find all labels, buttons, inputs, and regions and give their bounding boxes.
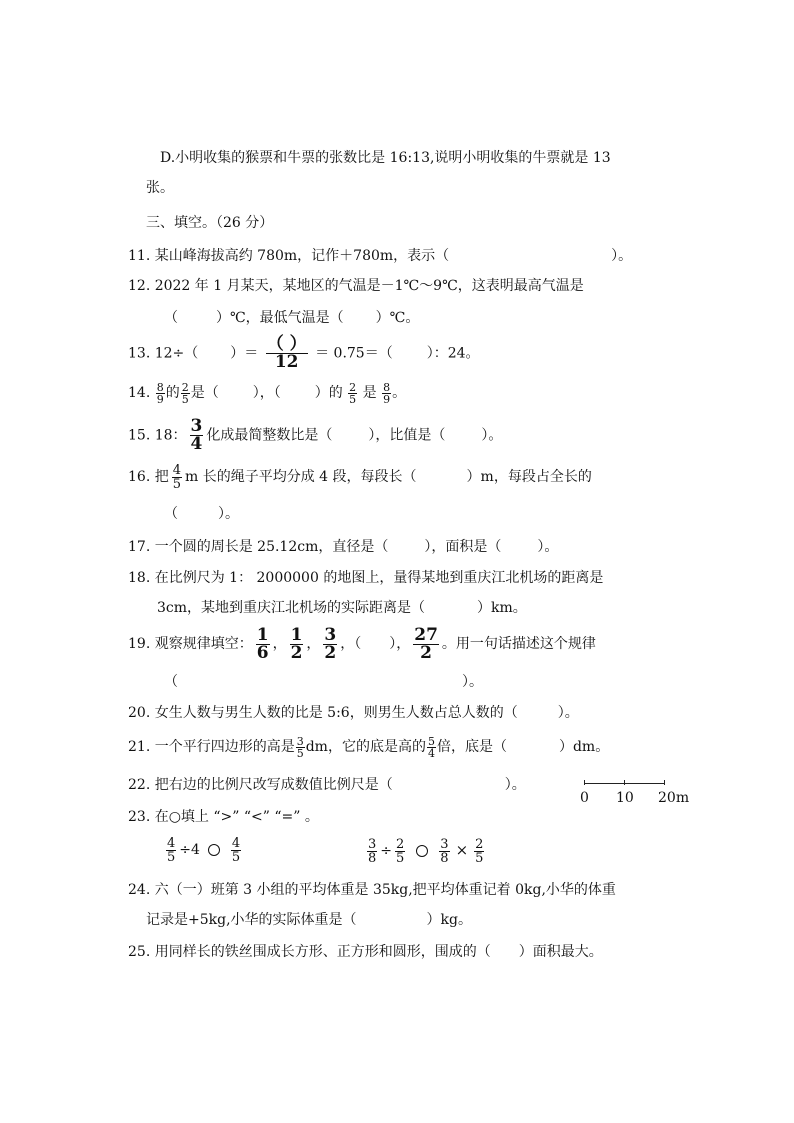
q12-text: ）℃，最低气温是（ bbox=[216, 310, 344, 326]
question-11 bbox=[128, 246, 632, 266]
q14-fraction-4: $\frac{8}{9}$ bbox=[383, 380, 391, 406]
question-18: 18. 在比例尺为 1： 2000000 的地图上，量得某地到重庆江北机场的距离是 bbox=[128, 570, 604, 586]
q17-text-a: 17. 一个圆的周长是 25.12cm，直径是（ bbox=[128, 539, 389, 555]
q23b-fraction-4: $\frac{2}{5}$ bbox=[475, 836, 484, 866]
q13-text-c: ＝ 0.75＝（ bbox=[315, 345, 393, 362]
q13-text-d: ）：24。 bbox=[426, 345, 480, 362]
scale-label-10: 10 bbox=[616, 790, 634, 806]
q14-text-b: 是（ bbox=[190, 385, 219, 401]
question-12: 12. 2022 年 1 月某天，某地区的气温是－1℃～9℃，这表明最高气温是 bbox=[128, 278, 584, 294]
question-19-blank bbox=[164, 672, 483, 692]
q23b-divide: ÷ bbox=[380, 843, 393, 859]
q17-end: ）。 bbox=[537, 539, 559, 555]
q16-text-c: ）m，每段占全长的 bbox=[466, 469, 592, 485]
q23b-fraction-1: $\frac{3}{8}$ bbox=[368, 836, 377, 866]
q23a-fraction-2: $\frac{4}{5}$ bbox=[231, 835, 241, 865]
question-19 bbox=[128, 624, 596, 664]
q21-fraction-1: $\frac{3}{5}$ bbox=[296, 734, 304, 760]
q23b-fraction-3: $\frac{3}{8}$ bbox=[440, 836, 449, 866]
q14-fraction-3: $\frac{2}{5}$ bbox=[349, 380, 357, 406]
q15-text-c: ），比值是（ bbox=[368, 427, 446, 444]
q13-fraction: $\frac{( )}{12}$ bbox=[266, 334, 307, 372]
option-d-line2: 张。 bbox=[146, 180, 174, 196]
question-20 bbox=[128, 703, 579, 723]
q14-text-d: ）的 bbox=[314, 385, 343, 401]
q12-paren: （ bbox=[164, 310, 178, 326]
q23a-fraction-1: $\frac{4}{5}$ bbox=[167, 835, 176, 865]
question-15 bbox=[128, 418, 502, 453]
q16-text-a: 16. 把 bbox=[128, 469, 169, 485]
q21-text-a: 21. 一个平行四边形的高是 bbox=[128, 739, 295, 755]
scale-tick-20 bbox=[664, 780, 665, 785]
question-25: 25. 用同样长的铁丝围成长方形、正方形和圆形，围成的（ ）面积最大。 bbox=[128, 944, 603, 960]
q22-end: ）。 bbox=[504, 777, 526, 793]
q18-text: 3cm，某地到重庆江北机场的实际距离是（ bbox=[157, 600, 426, 616]
q19-comma-1: ， bbox=[272, 636, 287, 652]
q15-end: ）。 bbox=[481, 427, 503, 444]
question-13 bbox=[128, 336, 480, 371]
q21-fraction-2: $\frac{5}{4}$ bbox=[427, 734, 435, 760]
q14-text-e: 是 bbox=[362, 385, 377, 401]
q21-text-c: 倍，底是（ bbox=[436, 739, 507, 755]
q23b-fraction-2: $\frac{2}{5}$ bbox=[396, 836, 405, 866]
q15-text-a: 15. 18： bbox=[128, 427, 187, 444]
q15-fraction: $\frac{3}{4}$ bbox=[190, 416, 203, 454]
q19-text-a: 19. 观察规律填空： bbox=[128, 636, 253, 652]
q18-end: ）km。 bbox=[477, 600, 527, 616]
q21-text-b: dm，它的底是高的 bbox=[305, 739, 426, 755]
scale-bar-figure bbox=[580, 776, 692, 810]
question-23-item-a bbox=[163, 830, 244, 870]
option-d-line1: D.小明收集的猴票和牛票的张数比是 16:13,说明小明收集的牛票就是 13 bbox=[160, 150, 611, 166]
question-12-blanks bbox=[164, 308, 419, 328]
q24-end: ）kg。 bbox=[426, 912, 472, 928]
question-24: 24. 六（一）班第 3 小组的平均体重是 35kg,把平均体重记着 0kg,小华的体重 bbox=[128, 882, 616, 898]
q14-number: 14. bbox=[128, 385, 151, 401]
q22-text: 22. 把右边的比例尺改写成数值比例尺是（ bbox=[128, 777, 393, 793]
q11-end: ）。 bbox=[611, 248, 633, 264]
question-23-item-b bbox=[364, 830, 487, 871]
q14-text-c: ），（ bbox=[252, 385, 281, 401]
q16-end: ）。 bbox=[218, 506, 239, 522]
q19-paren: （ bbox=[354, 636, 362, 652]
q12-end: ）℃。 bbox=[375, 310, 420, 326]
q23b-multiply: × bbox=[455, 841, 469, 859]
question-17 bbox=[128, 537, 558, 557]
q16-fraction: $\frac{4}{5}$ bbox=[172, 462, 181, 492]
question-18-line2 bbox=[157, 598, 527, 618]
q23a-compare-circle[interactable] bbox=[208, 844, 220, 856]
q17-text-b: ），面积是（ bbox=[424, 539, 502, 555]
q11-text: 11. 某山峰海拔高约 780m，记作＋780m，表示（ bbox=[128, 248, 450, 264]
q19b-end: ）。 bbox=[462, 674, 483, 690]
section-heading: 三、填空。（26 分） bbox=[146, 215, 274, 231]
q19-fraction-3: $\frac{3}{2}$ bbox=[324, 624, 337, 663]
q21-end: ）dm。 bbox=[558, 739, 610, 755]
q19-comma-3: ， bbox=[340, 636, 355, 652]
q19-text-b: 。用一句话描述这个规律 bbox=[441, 636, 596, 652]
q23b-compare-circle[interactable] bbox=[416, 845, 428, 857]
question-23: 23. 在○填上 “>” “<” “=” 。 bbox=[128, 809, 319, 825]
q15-text-b: 化成最简整数比是（ bbox=[206, 427, 333, 444]
q16-text-b: m 长的绳子平均分成 4 段，每段长（ bbox=[185, 469, 417, 485]
q20-text: 20. 女生人数与男生人数的比是 5:6，则男生人数占总人数的（ bbox=[128, 705, 518, 721]
scale-tick-0 bbox=[584, 780, 585, 785]
q24-text: 记录是+5kg,小华的实际体重是（ bbox=[146, 912, 357, 928]
question-21 bbox=[128, 730, 609, 764]
q19-fraction-2: $\frac{1}{2}$ bbox=[290, 624, 303, 663]
q13-text-b: ）＝ bbox=[230, 345, 259, 362]
q19-fraction-1: $\frac{1}{6}$ bbox=[256, 624, 269, 663]
q19b-paren: （ bbox=[164, 674, 178, 690]
question-24-line2 bbox=[146, 910, 472, 930]
scale-label-20m: 20m bbox=[658, 790, 690, 806]
q20-end: ）。 bbox=[557, 705, 579, 721]
q14-fraction-2: $\frac{2}{5}$ bbox=[181, 380, 189, 406]
q14-text-a: 的 bbox=[165, 385, 180, 401]
question-22 bbox=[128, 775, 526, 795]
q16-paren: （ bbox=[164, 506, 178, 522]
q23a-divide: ÷4 bbox=[179, 842, 200, 858]
question-16-blank bbox=[164, 504, 239, 524]
q19-comma-2: ， bbox=[306, 636, 321, 652]
scale-tick-10 bbox=[624, 780, 625, 785]
question-16 bbox=[128, 460, 592, 494]
scale-label-0: 0 bbox=[580, 790, 589, 806]
q13-text-a: 13. 12÷（ bbox=[128, 345, 199, 362]
q14-fraction-1: $\frac{8}{9}$ bbox=[156, 380, 164, 406]
question-14 bbox=[128, 378, 406, 408]
q14-end: 。 bbox=[392, 385, 407, 401]
q19-fraction-4: $\frac{27}{2}$ bbox=[414, 624, 438, 663]
q19-paren-close: ）， bbox=[389, 636, 411, 652]
